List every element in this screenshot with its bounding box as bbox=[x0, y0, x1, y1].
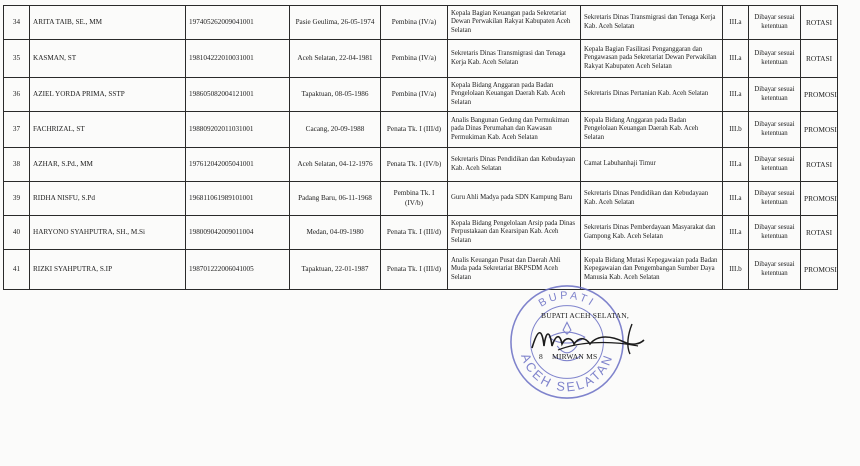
cell-no: 34 bbox=[4, 6, 30, 40]
cell-nama: RIZKI SYAHPUTRA, S.IP bbox=[30, 250, 186, 290]
cell-keterangan: Dibayar sesuai ketentuan bbox=[749, 40, 801, 78]
cell-nip: 197612042005041001 bbox=[186, 148, 290, 182]
cell-jabatan-lama: Sekretaris Dinas Transmigrasi dan Tenaga Kerja Kab. Aceh Selatan bbox=[448, 40, 581, 78]
cell-pangkat: Pembina (IV/a) bbox=[381, 6, 448, 40]
cell-eselon: III.b bbox=[723, 112, 749, 148]
stamp-top-text: BUPATI bbox=[536, 289, 598, 310]
cell-jabatan-baru: Sekretaris Dinas Pendidikan dan Kebudayaan Kab. Aceh Selatan bbox=[581, 182, 723, 216]
cell-eselon: III.a bbox=[723, 148, 749, 182]
cell-jabatan-baru: Sekretaris Dinas Transmigrasi dan Tenaga Kerja Kab. Aceh Selatan bbox=[581, 6, 723, 40]
cell-jabatan-lama: Kepala Bagian Keuangan pada Sekretariat Dewan Perwakilan Rakyat Kabupaten Aceh Selatan bbox=[448, 6, 581, 40]
table-row bbox=[4, 182, 838, 216]
cell-nip: 198605082004121001 bbox=[186, 78, 290, 112]
mutation-table bbox=[3, 5, 838, 290]
cell-nama: HARYONO SYAHPUTRA, SH., M.Si bbox=[30, 216, 186, 250]
cell-nama: AZHAR, S.Pd., MM bbox=[30, 148, 186, 182]
cell-ttl: Aceh Selatan, 22-04-1981 bbox=[290, 40, 381, 78]
cell-pangkat: Pembina Tk. I (IV/b) bbox=[381, 182, 448, 216]
cell-eselon: III.a bbox=[723, 78, 749, 112]
table-row bbox=[4, 250, 838, 290]
cell-jenis: PROMOSI bbox=[801, 78, 838, 112]
cell-keterangan: Dibayar sesuai ketentuan bbox=[749, 112, 801, 148]
cell-eselon: III.a bbox=[723, 6, 749, 40]
cell-jabatan-baru: Kepala Bidang Anggaran pada Badan Pengelolaan Keuangan Daerah Kab. Aceh Selatan bbox=[581, 112, 723, 148]
cell-no: 40 bbox=[4, 216, 30, 250]
table-row bbox=[4, 112, 838, 148]
cell-nama: FACHRIZAL, ST bbox=[30, 112, 186, 148]
cell-ttl: Padang Baru, 06-11-1968 bbox=[290, 182, 381, 216]
cell-nama: ARITA TAIB, SE., MM bbox=[30, 6, 186, 40]
cell-jenis: ROTASI bbox=[801, 148, 838, 182]
cell-no: 37 bbox=[4, 112, 30, 148]
cell-nip: 198701222006041005 bbox=[186, 250, 290, 290]
cell-jabatan-lama: Kepala Bidang Anggaran pada Badan Pengelolaan Keuangan Daerah Kab. Aceh Selatan bbox=[448, 78, 581, 112]
cell-no: 38 bbox=[4, 148, 30, 182]
table-row bbox=[4, 78, 838, 112]
cell-jabatan-baru: Kepala Bagian Fasilitasi Penganggaran dan Pengawasan pada Sekretariat Dewan Perwakilan Rakyat Kabupaten Aceh Selatan bbox=[581, 40, 723, 78]
cell-eselon: III.a bbox=[723, 40, 749, 78]
cell-keterangan: Dibayar sesuai ketentuan bbox=[749, 182, 801, 216]
cell-keterangan: Dibayar sesuai ketentuan bbox=[749, 6, 801, 40]
cell-ttl: Medan, 04-09-1980 bbox=[290, 216, 381, 250]
cell-nip: 198809202011031001 bbox=[186, 112, 290, 148]
cell-no: 35 bbox=[4, 40, 30, 78]
cell-nip: 196811061989101001 bbox=[186, 182, 290, 216]
signature-number-mark: 8 bbox=[539, 352, 543, 361]
cell-jabatan-lama: Kepala Bidang Pengelolaan Arsip pada Dinas Perpustakaan dan Kearsipan Kab. Aceh Selatan bbox=[448, 216, 581, 250]
cell-nama: RIDHA NISFU, S.Pd bbox=[30, 182, 186, 216]
cell-nip: 197405262009041001 bbox=[186, 6, 290, 40]
signature-title: BUPATI ACEH SELATAN, bbox=[541, 311, 629, 320]
cell-ttl: Pasie Geulima, 26-05-1974 bbox=[290, 6, 381, 40]
cell-jabatan-baru: Camat Labuhanhaji Timur bbox=[581, 148, 723, 182]
cell-eselon: III.b bbox=[723, 250, 749, 290]
cell-pangkat: Pembina (IV/a) bbox=[381, 78, 448, 112]
cell-nip: 198104222010031001 bbox=[186, 40, 290, 78]
cell-jabatan-baru: Sekretaris Dinas Pemberdayaan Masyarakat dan Gampong Kab. Aceh Selatan bbox=[581, 216, 723, 250]
stamp-bottom-text: ACEH SELATAN bbox=[518, 351, 616, 395]
cell-jenis: PROMOSI bbox=[801, 250, 838, 290]
cell-no: 36 bbox=[4, 78, 30, 112]
cell-jabatan-lama: Analis Keuangan Pusat dan Daerah Ahli Muda pada Sekretariat BKPSDM Aceh Selatan bbox=[448, 250, 581, 290]
signature-name: MIRWAN MS bbox=[552, 352, 598, 361]
cell-no: 39 bbox=[4, 182, 30, 216]
cell-pangkat: Penata Tk. I (III/d) bbox=[381, 250, 448, 290]
cell-nama: AZIEL YORDA PRIMA, SSTP bbox=[30, 78, 186, 112]
cell-jenis: ROTASI bbox=[801, 40, 838, 78]
cell-ttl: Aceh Selatan, 04-12-1976 bbox=[290, 148, 381, 182]
cell-keterangan: Dibayar sesuai ketentuan bbox=[749, 148, 801, 182]
cell-jabatan-baru: Sekretaris Dinas Pertanian Kab. Aceh Selatan bbox=[581, 78, 723, 112]
cell-keterangan: Dibayar sesuai ketentuan bbox=[749, 216, 801, 250]
cell-jabatan-baru: Kepala Bidang Mutasi Kepegawaian pada Badan Kepegawaian dan Pengembangan Sumber Daya Manusia Kab. Aceh Selatan bbox=[581, 250, 723, 290]
cell-pangkat: Penata Tk. I (III/d) bbox=[381, 112, 448, 148]
cell-pangkat: Pembina (IV/a) bbox=[381, 40, 448, 78]
cell-jenis: PROMOSI bbox=[801, 112, 838, 148]
cell-jabatan-lama: Sekretaris Dinas Pendidikan dan Kebudayaan Kab. Aceh Selatan bbox=[448, 148, 581, 182]
cell-jabatan-lama: Analis Bangunan Gedung dan Permukiman pada Dinas Perumahan dan Kawasan Permukiman Kab. Aceh Selatan bbox=[448, 112, 581, 148]
cell-ttl: Tapaktuan, 22-01-1987 bbox=[290, 250, 381, 290]
cell-ttl: Tapaktuan, 08-05-1986 bbox=[290, 78, 381, 112]
cell-pangkat: Penata Tk. I (III/d) bbox=[381, 216, 448, 250]
table-row bbox=[4, 216, 838, 250]
cell-keterangan: Dibayar sesuai ketentuan bbox=[749, 78, 801, 112]
cell-no: 41 bbox=[4, 250, 30, 290]
cell-ttl: Cacang, 20-09-1988 bbox=[290, 112, 381, 148]
table-row bbox=[4, 40, 838, 78]
cell-jenis: ROTASI bbox=[801, 6, 838, 40]
cell-eselon: III.a bbox=[723, 216, 749, 250]
table-row bbox=[4, 148, 838, 182]
cell-nip: 198009042009011004 bbox=[186, 216, 290, 250]
cell-nama: KASMAN, ST bbox=[30, 40, 186, 78]
cell-jabatan-lama: Guru Ahli Madya pada SDN Kampung Baru bbox=[448, 182, 581, 216]
cell-keterangan: Dibayar sesuai ketentuan bbox=[749, 250, 801, 290]
cell-jenis: PROMOSI bbox=[801, 182, 838, 216]
cell-eselon: III.a bbox=[723, 182, 749, 216]
table-row bbox=[4, 6, 838, 40]
cell-jenis: ROTASI bbox=[801, 216, 838, 250]
cell-pangkat: Penata Tk. I (IV/b) bbox=[381, 148, 448, 182]
